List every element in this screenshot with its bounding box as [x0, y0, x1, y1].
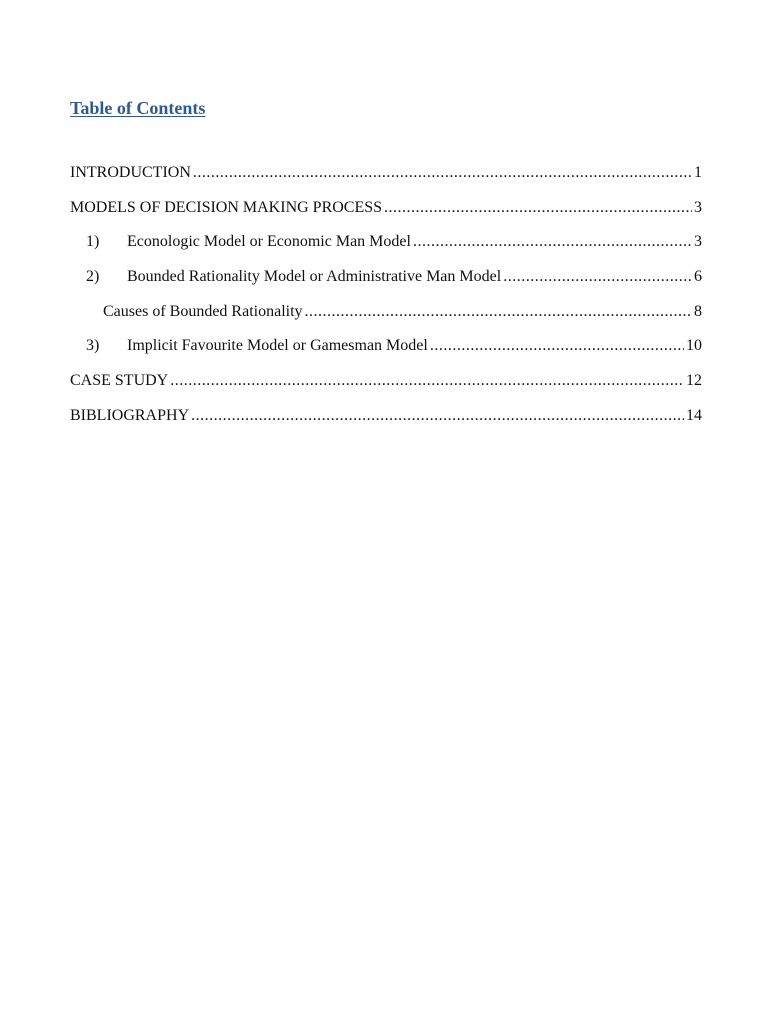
toc-entry-page: 6: [694, 268, 702, 286]
toc-list: [70, 162, 702, 440]
toc-entry-case-study[interactable]: [70, 370, 702, 405]
toc-entry-bibliography[interactable]: [70, 405, 702, 440]
toc-entry-page: 3: [694, 198, 702, 216]
toc-entry-page: 1: [694, 164, 702, 181]
toc-dot-leader: [193, 162, 692, 184]
toc-dot-leader: [170, 370, 684, 392]
toc-dot-leader: [413, 231, 692, 253]
toc-entry-page: 3: [694, 233, 702, 251]
toc-entry-page: 12: [686, 372, 702, 390]
toc-dot-leader: [191, 405, 684, 427]
toc-entry-introduction[interactable]: [70, 162, 702, 197]
toc-entry-title: MODELS OF DECISION MAKING PROCESS: [70, 198, 383, 216]
toc-entry-number: 1): [86, 233, 100, 251]
toc-entry-title: Causes of Bounded Rationality: [103, 302, 303, 320]
toc-entry-econologic-model[interactable]: [70, 231, 702, 266]
toc-entry-causes-of-bounded-rationality[interactable]: [70, 301, 702, 336]
toc-entry-title: INTRODUCTION: [70, 164, 191, 181]
toc-dot-leader: [430, 335, 684, 357]
toc-entry-page: 8: [694, 302, 702, 320]
toc-entry-title: Bounded Rationality Model or Administrative Man Model: [127, 268, 502, 286]
toc-entry-title: Implicit Favourite Model or Gamesman Model: [127, 337, 428, 355]
toc-entry-page: 14: [686, 406, 702, 424]
toc-entry-title: Econologic Model or Economic Man Model: [127, 233, 411, 251]
toc-entry-bounded-rationality-model[interactable]: [70, 266, 702, 301]
toc-entry-title: CASE STUDY: [70, 372, 169, 390]
toc-entry-page: 10: [686, 337, 702, 355]
toc-entry-models[interactable]: [70, 197, 702, 232]
toc-entry-implicit-favourite-model[interactable]: [70, 335, 702, 370]
toc-heading: Table of Contents: [70, 98, 206, 118]
toc-dot-leader: [305, 301, 692, 323]
toc-dot-leader: [503, 266, 692, 288]
toc-dot-leader: [384, 197, 692, 219]
toc-entry-number: 2): [86, 268, 100, 286]
toc-entry-number: 3): [86, 337, 100, 355]
toc-entry-title: BIBLIOGRAPHY: [70, 406, 190, 424]
